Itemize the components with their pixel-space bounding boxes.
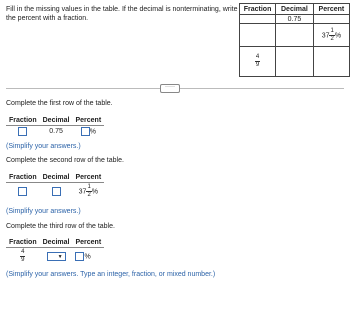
ref-r2-percent <box>313 24 349 47</box>
more-button[interactable]: ····· <box>160 84 180 93</box>
q2-note: (Simplify your answers.) <box>6 208 81 215</box>
ref-r1-percent <box>313 15 349 24</box>
q1-header-fraction: Fraction <box>6 116 40 126</box>
ref-r2-decimal <box>276 24 314 47</box>
ref-r3-fraction: $\frac{4}{9}$ <box>240 47 276 77</box>
q3-header-decimal: Decimal <box>40 238 73 248</box>
ref-r2-fraction <box>240 24 276 47</box>
q3-header-fraction: Fraction <box>6 238 40 248</box>
q1-header-decimal: Decimal <box>40 116 73 126</box>
q3-fraction-value: $\frac{4}{9}$ <box>21 249 25 263</box>
ref-r3-percent <box>313 47 349 77</box>
q1-decimal-value: 0.75 <box>49 128 63 135</box>
instructions: Fill in the missing values in the table. If the decimal is nonterminating, write the percent with a fraction. <box>6 6 238 22</box>
q2-percent-value: 37 $\frac{1}{2}$ % <box>78 184 99 198</box>
dropdown-arrow-icon: ▼ <box>57 254 63 260</box>
q2-table <box>6 173 104 200</box>
q1-header-percent: Percent <box>72 116 104 126</box>
q2-header-percent: Percent <box>72 173 104 183</box>
q2-fraction-input[interactable] <box>18 187 27 196</box>
q1-percent-input[interactable] <box>81 127 90 136</box>
q3-prompt: Complete the third row of the table. <box>6 223 115 230</box>
ref-header-fraction: Fraction <box>240 4 276 15</box>
q1-table <box>6 116 104 137</box>
ref-r2-percent-whole: 37 <box>321 31 330 39</box>
ref-r1-decimal: 0.75 <box>276 15 314 24</box>
q2-decimal-input[interactable] <box>52 187 61 196</box>
q1-percent-sign: % <box>89 128 96 136</box>
reference-table <box>239 3 350 77</box>
q3-table <box>6 238 104 265</box>
q1-note: (Simplify your answers.) <box>6 143 81 150</box>
q1-fraction-input[interactable] <box>18 127 27 136</box>
ref-header-percent: Percent <box>313 4 349 15</box>
q3-decimal-dropdown[interactable] <box>47 252 66 261</box>
q3-note: (Simplify your answers. Type an integer, fraction, or mixed number.) <box>6 271 216 278</box>
q2-header-decimal: Decimal <box>40 173 73 183</box>
q1-prompt: Complete the first row of the table. <box>6 100 113 107</box>
ref-r1-fraction <box>240 15 276 24</box>
q2-header-fraction: Fraction <box>6 173 40 183</box>
q2-prompt: Complete the second row of the table. <box>6 157 124 164</box>
ref-r3-decimal <box>276 47 314 77</box>
ref-header-decimal: Decimal <box>276 4 314 15</box>
q3-header-percent: Percent <box>72 238 104 248</box>
ref-r2-percent-sign: % <box>334 31 342 39</box>
q3-percent-sign: % <box>84 253 91 261</box>
ref-r2-percent-fraction: $\frac{1}{2}$ <box>330 27 334 42</box>
